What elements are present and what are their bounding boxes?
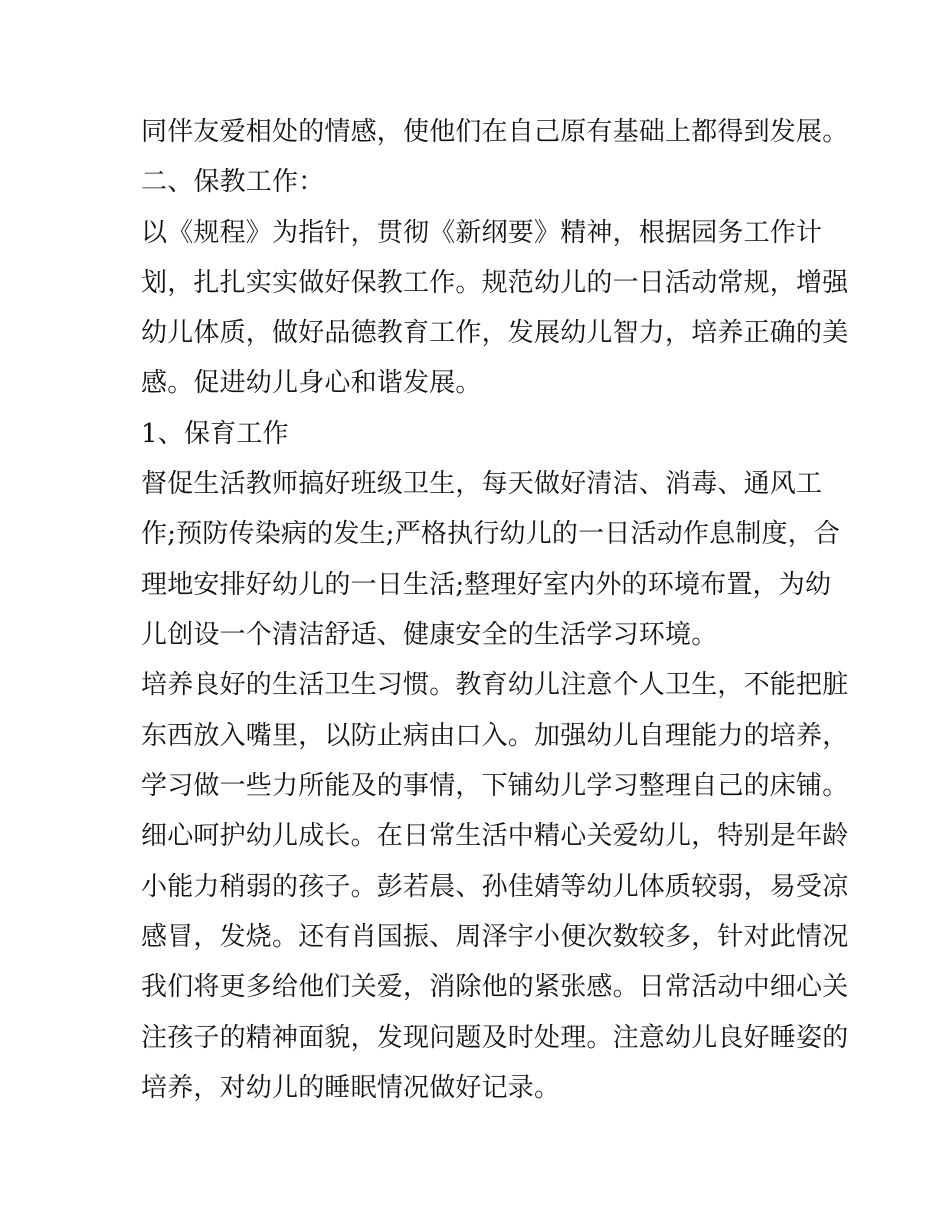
text-line: 感冒，发烧。还有肖国振、周泽宇小便次数较多，针对此情况 xyxy=(141,922,849,952)
text-line: 幼儿体质，做好品德教育工作，发展幼儿智力，培养正确的美 xyxy=(141,318,849,348)
text-line: 小能力稍弱的孩子。彭若晨、孙佳婧等幼儿体质较弱，易受凉 xyxy=(141,872,849,902)
subsection-heading: 1、保育工作 xyxy=(141,419,289,449)
text-line: 划，扎扎实实做好保教工作。规范幼儿的一日活动常规，增强 xyxy=(141,268,849,298)
text-line: 东西放入嘴里，以防止病由口入。加强幼儿自理能力的培养， xyxy=(141,721,849,751)
text-line: 督促生活教师搞好班级卫生，每天做好清洁、消毒、通风工 xyxy=(141,469,823,499)
text-line: 培养，对幼儿的睡眠情况做好记录。 xyxy=(141,1073,561,1103)
text-line: 儿创设一个清洁舒适、健康安全的生活学习环境。 xyxy=(141,620,718,650)
text-line: 我们将更多给他们关爱，消除他的紧张感。日常活动中细心关 xyxy=(141,972,849,1002)
text-line: 学习做一些力所能及的事情，下铺幼儿学习整理自己的床铺。 xyxy=(141,771,849,801)
text-line: 作;预防传染病的发生;严格执行幼儿的一日活动作息制度，合 xyxy=(141,519,841,549)
text-line: 同伴友爱相处的情感，使他们在自己原有基础上都得到发展。 xyxy=(141,117,849,147)
text-line: 细心呵护幼儿成长。在日常生活中精心关爱幼儿，特别是年龄 xyxy=(141,821,849,851)
text-line: 培养良好的生活卫生习惯。教育幼儿注意个人卫生，不能把脏 xyxy=(141,670,849,700)
section-heading: 二、保教工作： xyxy=(141,167,325,197)
text-line: 感。促进幼儿身心和谐发展。 xyxy=(141,368,482,398)
text-line: 以《规程》为指针，贯彻《新纲要》精神，根据园务工作计 xyxy=(141,218,823,248)
text-line: 注孩子的精神面貌，发现问题及时处理。注意幼儿良好睡姿的 xyxy=(141,1023,849,1053)
text-line: 理地安排好幼儿的一日生活;整理好室内外的环境布置，为幼 xyxy=(141,570,832,600)
